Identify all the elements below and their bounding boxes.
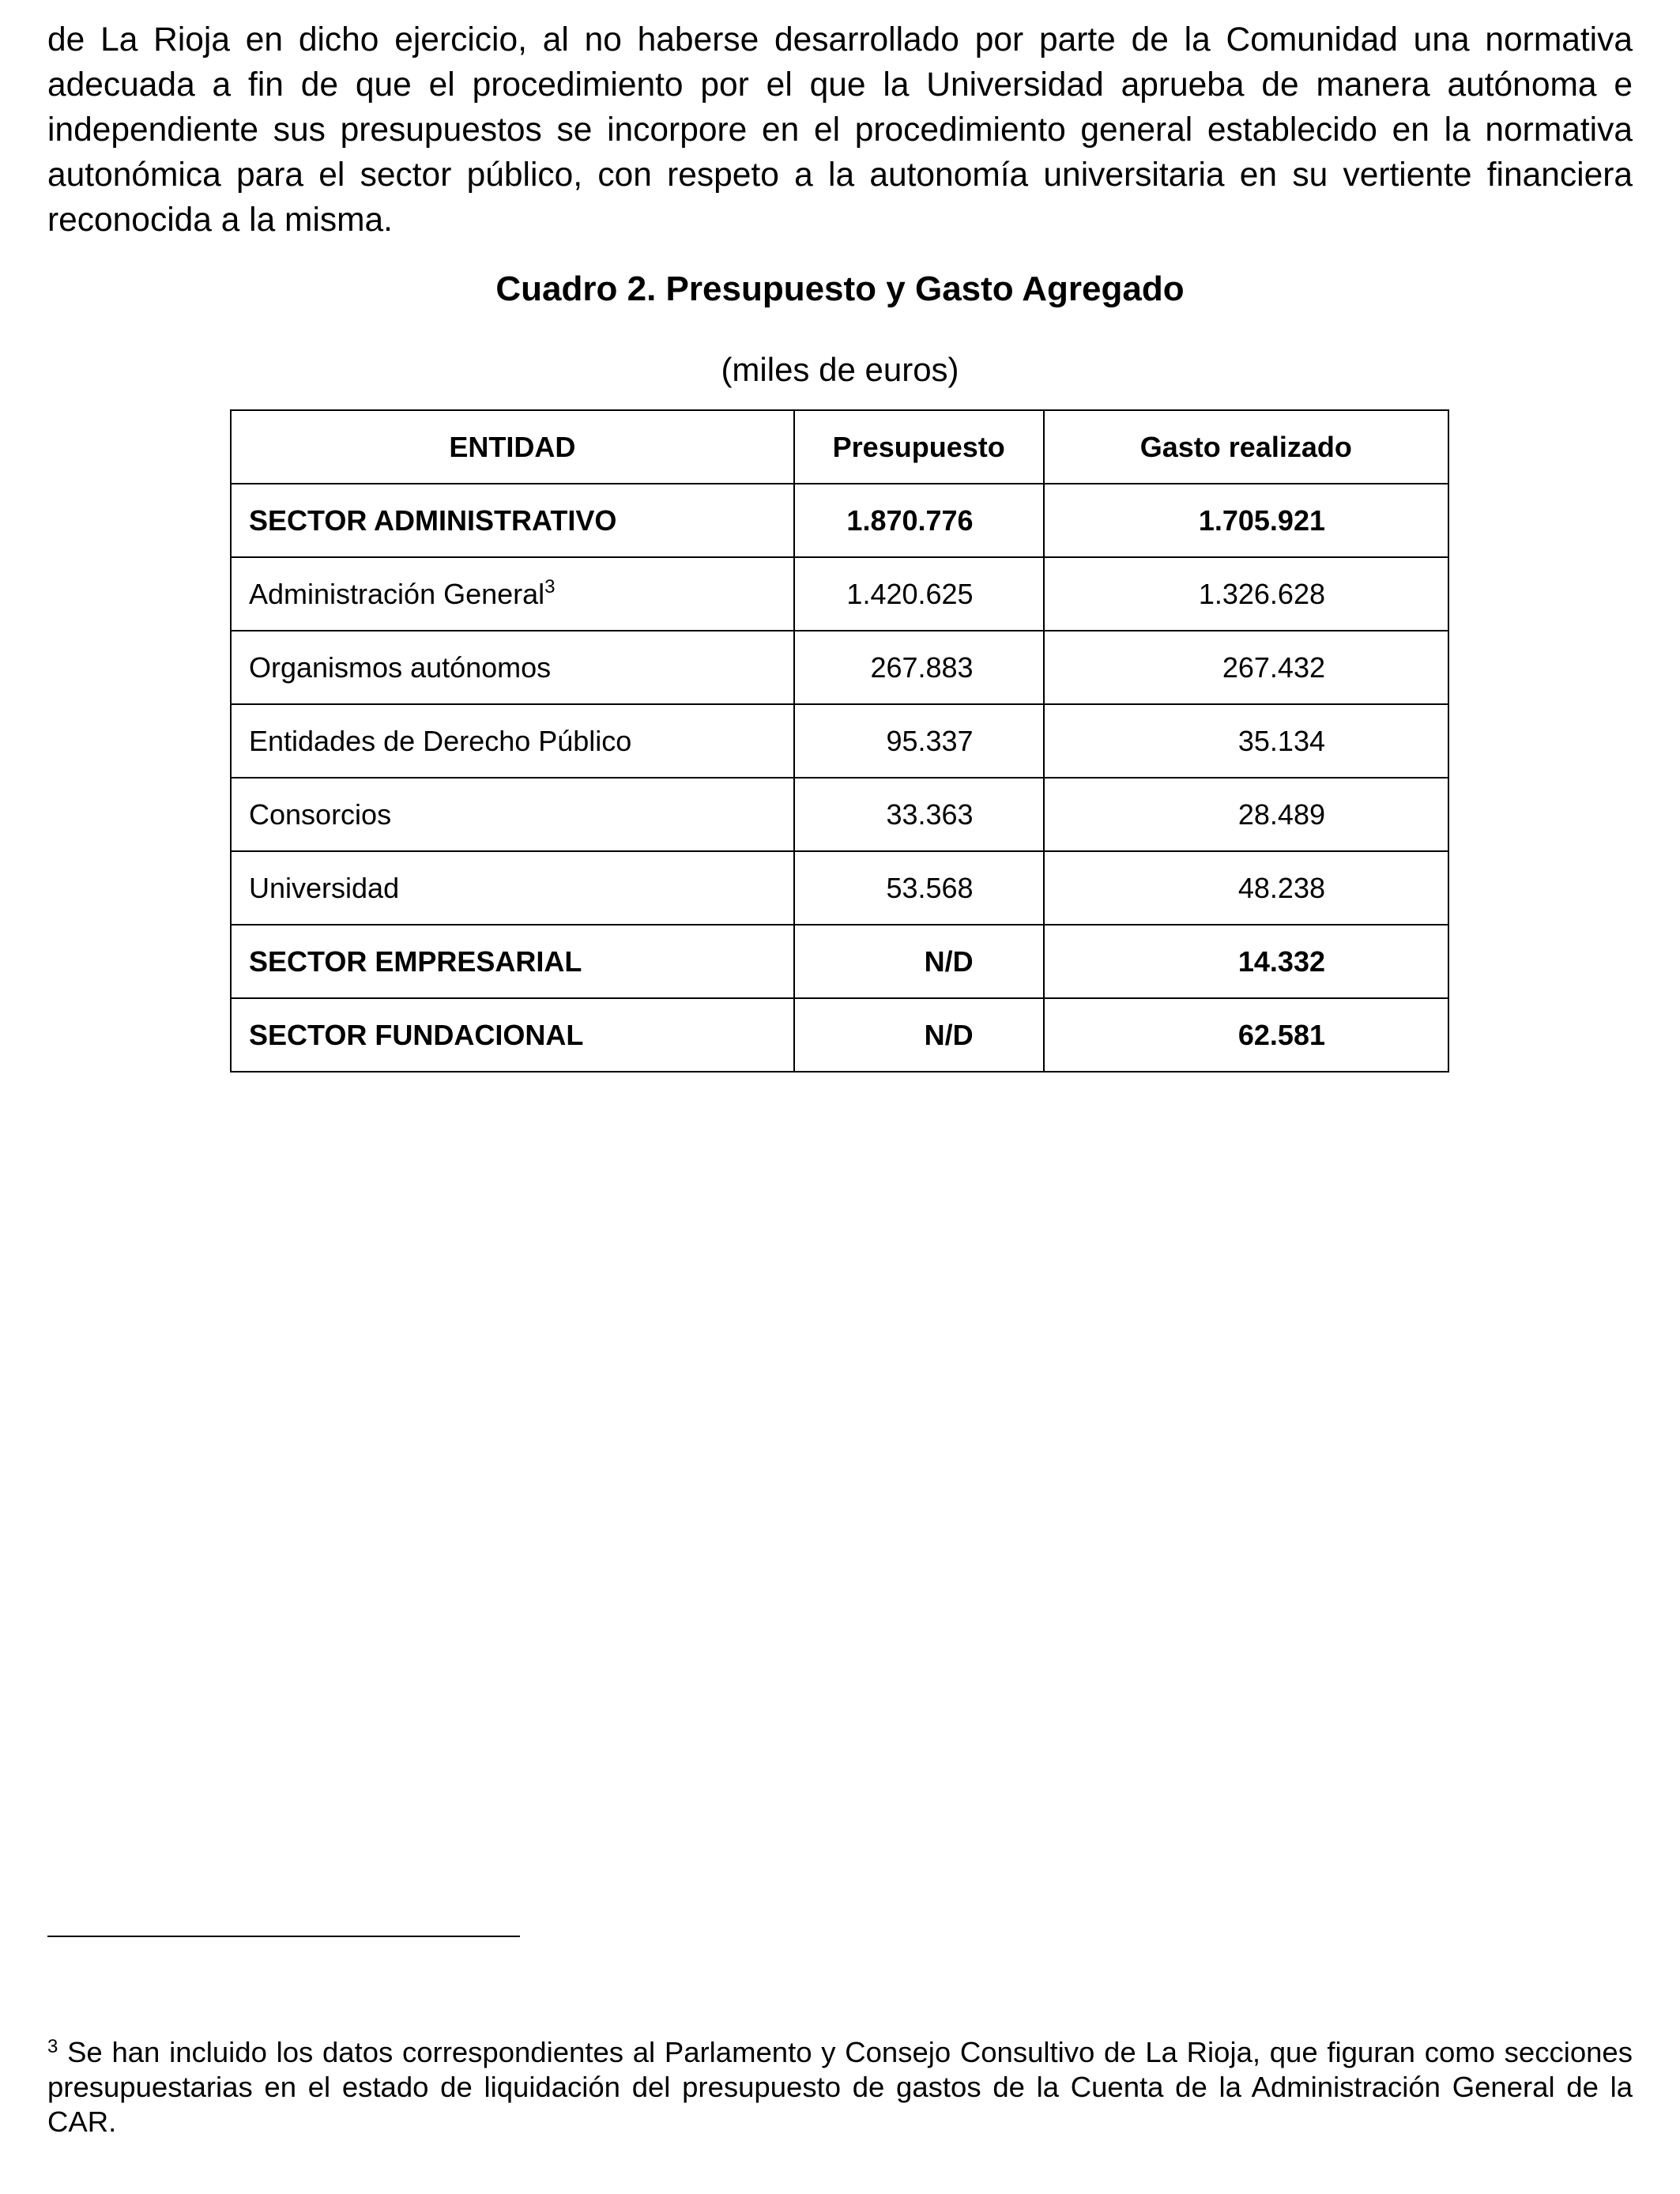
spent-cell: 1.326.628 <box>1044 557 1448 631</box>
table-row <box>231 778 1448 851</box>
budget-cell: 267.883 <box>794 631 1044 704</box>
table-row <box>231 851 1448 925</box>
entity-cell: SECTOR FUNDACIONAL <box>231 998 794 1072</box>
entity-cell: Entidades de Derecho Público <box>231 704 794 778</box>
col-header-budget: Presupuesto <box>794 410 1044 484</box>
budget-cell: 1.870.776 <box>794 484 1044 557</box>
footnote-separator <box>47 1936 520 1937</box>
budget-table <box>230 409 1449 1072</box>
entity-cell: Universidad <box>231 851 794 925</box>
spent-cell: 28.489 <box>1044 778 1448 851</box>
intro-paragraph: de La Rioja en dicho ejercicio, al no haberse desarrollado por parte de la Comunidad una normativa adecuada a fin de que el procedimiento por el que la Universidad aprueba de manera autónoma e independiente sus presupuestos se incorpore en el procedimiento general establecido en la normativa autonómica para el sector público, con respeto a la autonomía universitaria en su vertiente financiera reconocida a la misma. <box>47 21 1633 239</box>
spent-cell: 14.332 <box>1044 925 1448 998</box>
table-row <box>231 484 1448 557</box>
footnote-text: Se han incluido los datos correspondientes al Parlamento y Consejo Consultivo de La Rioja, que figuran como secciones presupuestarias en el estado de liquidación del presupuesto de gastos de la Cuenta de la Administración General de la CAR. <box>47 2036 1633 2138</box>
entity-cell: Organismos autónomos <box>231 631 794 704</box>
footnote-ref: 3 <box>544 575 556 598</box>
budget-cell: N/D <box>794 925 1044 998</box>
table-row <box>231 557 1448 631</box>
footnote-marker: 3 <box>47 2036 58 2057</box>
table-row <box>231 631 1448 704</box>
budget-cell: 53.568 <box>794 851 1044 925</box>
table-title: Cuadro 2. Presupuesto y Gasto Agregado <box>495 270 1185 308</box>
spent-cell: 35.134 <box>1044 704 1448 778</box>
spent-cell: 1.705.921 <box>1044 484 1448 557</box>
col-header-spent: Gasto realizado <box>1044 410 1448 484</box>
budget-cell: 1.420.625 <box>794 557 1044 631</box>
table-row <box>231 925 1448 998</box>
table-units: (miles de euros) <box>721 351 959 388</box>
col-header-entity: ENTIDAD <box>231 410 794 484</box>
footnote <box>47 2035 1633 2139</box>
entity-cell: SECTOR EMPRESARIAL <box>231 925 794 998</box>
budget-cell: N/D <box>794 998 1044 1072</box>
entity-cell: SECTOR ADMINISTRATIVO <box>231 484 794 557</box>
entity-cell: Consorcios <box>231 778 794 851</box>
spent-cell: 62.581 <box>1044 998 1448 1072</box>
entity-cell <box>231 557 794 631</box>
table-header-row <box>231 410 1448 484</box>
budget-cell: 33.363 <box>794 778 1044 851</box>
table-row <box>231 704 1448 778</box>
spent-cell: 267.432 <box>1044 631 1448 704</box>
entity-label: Administración General <box>249 577 545 610</box>
spent-cell: 48.238 <box>1044 851 1448 925</box>
table-row <box>231 998 1448 1072</box>
budget-cell: 95.337 <box>794 704 1044 778</box>
